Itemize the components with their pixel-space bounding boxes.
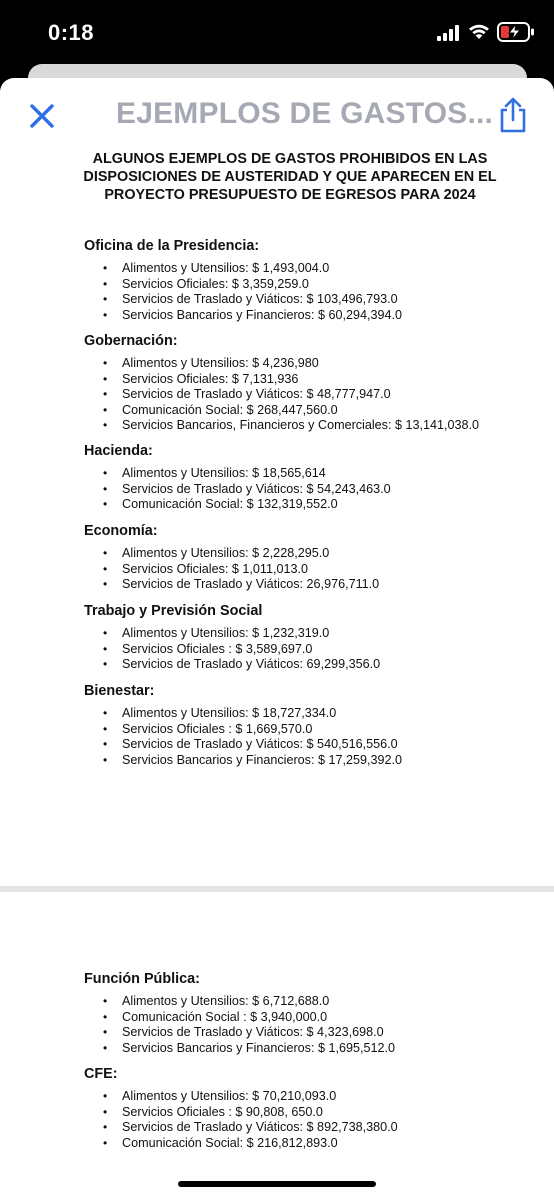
section-gobernacion [84, 332, 524, 434]
expense-list [84, 626, 524, 673]
status-bar [0, 0, 554, 64]
section-oficina-presidencia [84, 237, 524, 323]
document-title-line: ALGUNOS EJEMPLOS DE GASTOS PROHIBIDOS EN LAS [92, 151, 488, 167]
expense-item: • Servicios Oficiales : $ 90,808, 650.0 [84, 1105, 524, 1121]
section-heading: Hacienda: [84, 443, 153, 459]
page-separator [0, 886, 554, 892]
section-cfe [84, 1065, 524, 1151]
expense-list [84, 466, 524, 513]
section-heading: Economía: [84, 523, 158, 539]
home-indicator[interactable] [178, 1181, 376, 1187]
expense-list [84, 1089, 524, 1151]
expense-list [84, 261, 524, 323]
expense-list [84, 706, 524, 768]
document-title-line: DISPOSICIONES DE AUSTERIDAD Y QUE APARECEN EN EL [83, 169, 497, 185]
expense-item: • Comunicación Social: $ 216,812,893.0 [84, 1136, 524, 1152]
expense-list [84, 356, 524, 434]
document-sheet[interactable] [0, 78, 554, 1200]
section-heading: Gobernación: [84, 333, 178, 349]
section-heading: Bienestar: [84, 683, 155, 699]
expense-item: • Servicios Oficiales: $ 1,011,013.0 [84, 562, 524, 578]
expense-item: • Comunicación Social : $ 3,940,000.0 [84, 1010, 524, 1026]
expense-item: • Servicios de Traslado y Viáticos: $ 48,777,947.0 [84, 387, 524, 403]
expense-list [84, 994, 524, 1056]
status-time: 0:18 [48, 20, 95, 45]
expense-item: • Servicios de Traslado y Viáticos: $ 540,516,556.0 [84, 737, 524, 753]
expense-list [84, 546, 524, 593]
expense-item: • Servicios Oficiales : $ 3,589,697.0 [84, 642, 524, 658]
section-funcion-publica [84, 970, 524, 1056]
expense-item: • Alimentos y Utensilios: $ 18,727,334.0 [84, 706, 524, 722]
expense-item: • Alimentos y Utensilios: $ 18,565,614 [84, 466, 524, 482]
section-heading: Trabajo y Previsión Social [84, 603, 263, 619]
expense-item: • Alimentos y Utensilios: $ 2,228,295.0 [84, 546, 524, 562]
section-heading: Función Pública: [84, 971, 200, 987]
wifi-icon [468, 23, 490, 40]
section-heading: CFE: [84, 1066, 118, 1082]
expense-item: • Servicios Bancarios y Financieros: $ 60,294,394.0 [84, 308, 524, 324]
expense-item: • Servicios de Traslado y Viáticos: $ 4,323,698.0 [84, 1025, 524, 1041]
expense-item: • Servicios de Traslado y Viáticos: $ 892,738,380.0 [84, 1120, 524, 1136]
expense-item: • Alimentos y Utensilios: $ 6,712,688.0 [84, 994, 524, 1010]
section-bienestar [84, 682, 524, 768]
expense-item: • Servicios de Traslado y Viáticos: $ 103,496,793.0 [84, 292, 524, 308]
document-title [60, 150, 520, 204]
expense-item: • Alimentos y Utensilios: $ 4,236,980 [84, 356, 524, 372]
expense-item: • Comunicación Social: $ 132,319,552.0 [84, 497, 524, 513]
expense-item: • Servicios de Traslado y Viáticos: 69,299,356.0 [84, 657, 524, 673]
cellular-signal-icon [437, 25, 459, 41]
expense-item: • Servicios Oficiales: $ 7,131,936 [84, 372, 524, 388]
expense-item: • Servicios Bancarios y Financieros: $ 17,259,392.0 [84, 753, 524, 769]
navigation-bar [0, 78, 554, 150]
section-trabajo-prevision-social [84, 602, 524, 673]
expense-item: • Servicios Oficiales : $ 1,669,570.0 [84, 722, 524, 738]
expense-item: • Servicios de Traslado y Viáticos: 26,976,711.0 [84, 577, 524, 593]
expense-item: • Alimentos y Utensilios: $ 1,493,004.0 [84, 261, 524, 277]
expense-item: • Servicios de Traslado y Viáticos: $ 54,243,463.0 [84, 482, 524, 498]
document-name: EJEMPLOS DE GASTOS... [116, 97, 494, 130]
section-heading: Oficina de la Presidencia: [84, 238, 260, 254]
expense-item: • Alimentos y Utensilios: $ 70,210,093.0 [84, 1089, 524, 1105]
share-icon[interactable] [496, 96, 530, 134]
expense-item: • Servicios Oficiales: $ 3,359,259.0 [84, 277, 524, 293]
battery-charging-icon [497, 21, 535, 43]
expense-item: • Alimentos y Utensilios: $ 1,232,319.0 [84, 626, 524, 642]
document-title-line: PROYECTO PRESUPUESTO DE EGRESOS PARA 2024 [104, 187, 476, 203]
section-economia [84, 522, 524, 593]
section-hacienda [84, 442, 524, 513]
expense-item: • Servicios Bancarios y Financieros: $ 1,695,512.0 [84, 1041, 524, 1057]
expense-item: • Servicios Bancarios, Financieros y Comerciales: $ 13,141,038.0 [84, 418, 524, 434]
expense-item: • Comunicación Social: $ 268,447,560.0 [84, 403, 524, 419]
close-icon[interactable] [26, 100, 58, 132]
